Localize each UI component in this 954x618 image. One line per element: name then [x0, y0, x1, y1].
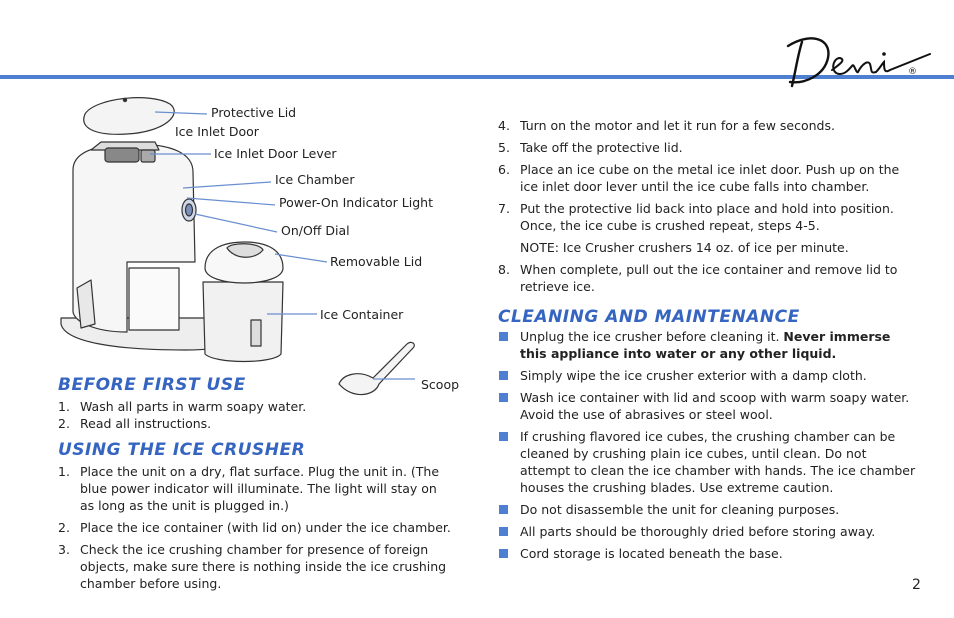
list-item: 2. Read all instructions.	[58, 416, 212, 431]
deni-logo	[780, 24, 940, 94]
list-item: Wash ice container with lid and scoop with warm soapy water. Avoid the use of abrasives or steel wool.	[498, 389, 918, 423]
bullet-square-icon	[499, 505, 508, 514]
list-item: 4. Turn on the motor and let it run for a few seconds.	[498, 118, 835, 133]
bullet-square-icon	[499, 371, 508, 380]
label-scoop: Scoop	[421, 377, 460, 392]
label-ice-chamber: Ice Chamber	[275, 172, 355, 187]
registered-mark: ®	[908, 67, 917, 77]
label-removable-lid: Removable Lid	[330, 254, 423, 269]
bullet-square-icon	[499, 432, 508, 441]
label-ice-container: Ice Container	[320, 307, 404, 322]
list-item: 3. Check the ice crushing chamber for presence of foreign objects, make sure there is nothing inside the ice crushing chamber before using.	[58, 542, 447, 591]
bullet-square-icon	[499, 332, 508, 341]
crush-rate-note: NOTE: Ice Crusher crushers 14 oz. of ice per minute.	[520, 240, 849, 255]
bullet-square-icon	[499, 527, 508, 536]
list-item: Cord storage is located beneath the base.	[498, 545, 918, 562]
list-item: Simply wipe the ice crusher exterior with a damp cloth.	[498, 367, 918, 384]
list-item: If crushing flavored ice cubes, the crushing chamber can be cleaned by crushing plain ice cubes, until clean. Do not attempt to clean the ice chamber with hands. The ice chamber houses the crushing blades. Use extreme caution.	[498, 428, 918, 496]
label-protective-lid: Protective Lid	[211, 105, 297, 120]
list-item: 5. Take off the protective lid.	[498, 140, 683, 155]
bullet-square-icon	[499, 549, 508, 558]
bullet-square-icon	[499, 393, 508, 402]
list-item: 2. Place the ice container (with lid on) under the ice chamber.	[58, 520, 451, 535]
label-power-on-indicator-light: Power-On Indicator Light	[279, 195, 433, 210]
using-steps-left	[58, 463, 453, 597]
page-number: 2	[912, 577, 921, 593]
before-first-use-heading: BEFORE FIRST USE	[58, 375, 246, 395]
before-first-use-list	[58, 398, 458, 437]
list-item: 1. Place the unit on a dry, flat surface. Plug the unit in. (The blue power indicator will illuminate. The light will stay on as long as the unit is plugged in.)	[58, 464, 440, 513]
list-item: All parts should be thoroughly dried before storing away.	[498, 523, 918, 540]
list-item: Do not disassemble the unit for cleaning purposes.	[498, 501, 918, 518]
list-item: 6. Place an ice cube on the metal ice inlet door. Push up on the ice inlet door lever until the ice cube falls into chamber.	[498, 162, 900, 194]
list-item: Unplug the ice crusher before cleaning it. Never immerse this appliance into water or any other liquid.	[498, 328, 918, 362]
list-item: 8. When complete, pull out the ice container and remove lid to retrieve ice.	[498, 262, 898, 294]
list-item: 1. Wash all parts in warm soapy water.	[58, 399, 307, 414]
label-ice-inlet-door-lever: Ice Inlet Door Lever	[214, 146, 337, 161]
product-diagram	[55, 92, 465, 402]
ice-crusher-illustration	[55, 92, 465, 402]
cleaning-list	[498, 328, 918, 567]
using-steps-right	[498, 117, 918, 300]
label-on-off-dial: On/Off Dial	[281, 223, 350, 238]
using-ice-crusher-heading: USING THE ICE CRUSHER	[58, 440, 306, 460]
label-ice-inlet-door: Ice Inlet Door	[175, 124, 259, 139]
list-item: 7. Put the protective lid back into place and hold into position. Once, the ice cube is crushed repeat, steps 4-5.	[498, 201, 894, 233]
cleaning-maintenance-heading: CLEANING AND MAINTENANCE	[498, 307, 800, 327]
